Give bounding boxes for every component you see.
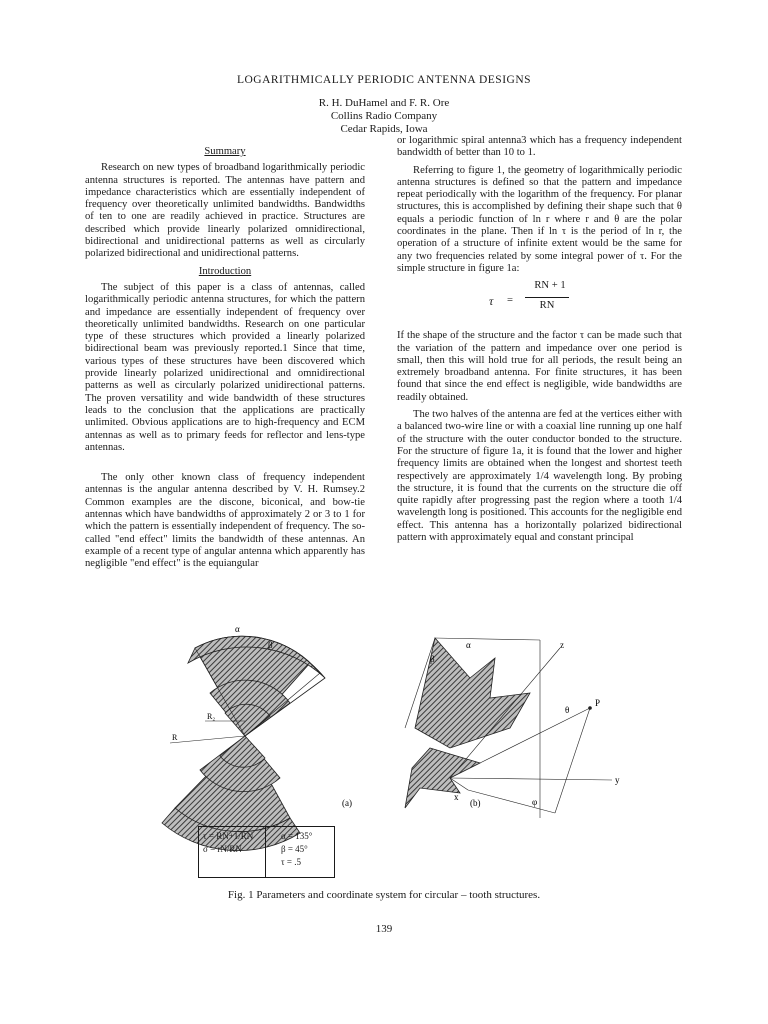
author-block <box>0 97 768 136</box>
beta-b-label: β <box>430 654 435 664</box>
R2-label: R₂ <box>207 712 216 721</box>
label-a: (a) <box>342 798 352 808</box>
right-paragraph-1: Referring to figure 1, the geometry of logarithmically periodic antenna structures is defined so that the pattern and impedance repeat periodically with the logarithm of the frequency. For planar structures, this is accomplished by defining their shape such that θ equals a periodic function of ln r where r and θ are the polar coordinates in the plane. Then if ln τ is the period of ln r, the operation of a structure of infinite extent would be the same for any two frequencies related by some integral power of τ. For the simple structure in figure 1a: <box>397 164 682 274</box>
left-column <box>85 146 365 576</box>
summary-heading: Summary <box>204 146 246 157</box>
summary-text: Research on new types of broadband logarithmically periodic antenna structures is reported. The antennas have pattern and impedance characteristics which are essentially independent of frequency over theoretically unlimited bandwidths. Bandwidths of ten to one are readily achieved in practice. Structures are described which provide linearly polarized omnidirectional, bidirectional and unidirectional patterns as well as circularly polarized bidirectional and unidirectional patterns. <box>85 162 365 260</box>
equation-numerator: RN + 1 <box>534 280 566 292</box>
alpha-label: α <box>235 624 240 634</box>
intro-paragraph-1: The subject of this paper is a class of antennas, called logarithmically periodic antenna structures, for which the pattern and impedance are essentially independent of frequency over theoretically unlimited bandwidths. Research on one particular type of these structures which provided a linearly polarized bidirectional beam was previously reported.1 Since that time, various types of these structures have been discovered which provide linearly polarized unidirectional and omnidirectional patterns as well as circularly polarized unidirectional patterns. The proven versatility and wide bandwidth of these structures leads to the conclusion that the applications are practically unlimited. Obvious applications are to high-frequency and ECM antennas as well as to primary feeds for reflector and lens-type antennas. <box>85 281 365 453</box>
theta-label: θ <box>565 705 570 715</box>
paper-title: LOGARITHMICALLY PERIODIC ANTENNA DESIGNS <box>236 74 532 86</box>
introduction-heading: Introduction <box>198 265 252 277</box>
sigma-formula: σ = rN/RN <box>203 844 242 854</box>
equation-denominator: RN <box>539 300 555 312</box>
point-p-label: P <box>595 698 601 708</box>
beta-label: β <box>268 640 273 650</box>
x-axis-label: x <box>454 792 459 802</box>
author-names: R. H. DuHamel and F. R. Ore <box>318 97 450 109</box>
tau-value: τ = .5 <box>281 857 301 867</box>
right-paragraph-3: The two halves of the antenna are fed at the vertices either with a balanced two-wire line or with a coaxial line running up one half of the structure with the outer conductor bonded to the structure. For the structure of figure 1a, it is found that the lower and higher frequency limits are obtained when the longest and shortest teeth respectively are approximately 1/4 wavelength long. By probing the structure, it is found that the currents on the structure die off quite rapidly after progressing past the region where a tooth 1/4 wavelength long is positioned. This accounts for the negligible end effect. This antenna has a horizontally polarized bidirectional pattern with approximately equal and constant principal <box>397 409 682 544</box>
y-axis-label: y <box>615 775 620 785</box>
intro-paragraph-2: The only other known class of frequency independent antennas is the angular antenna described by V. H. Rumsey.2 Common examples are the discone, biconical, and bow-tie antennas which have bandwidths of approximately 2 or 3 to 1 for which the pattern is essentially independent of frequency. The so-called "end effect" limits the bandwidth of these antennas. An example of a recent type of angular antenna which apparently has negligible "end effect" is the equiangular <box>85 472 365 570</box>
right-paragraph-0: or logarithmic spiral antenna3 which has a frequency independent bandwidth of better than 10 to 1. <box>397 135 682 159</box>
label-b: (b) <box>470 798 481 808</box>
equation-tau: τ <box>489 294 494 309</box>
parameter-box <box>198 826 335 878</box>
right-column <box>397 135 682 549</box>
z-axis-label: z <box>560 640 564 650</box>
right-paragraph-2: If the shape of the structure and the factor τ can be made such that the variation of the pattern and impedance over one period is small, then this will hold true for all periods, the result being an extremely broadband antenna. For finite structures, it has been found that since the end effect is negligible, wide bandwidths are readily obtained. <box>397 330 682 403</box>
equation-equals: = <box>507 295 513 307</box>
R1-label: R <box>172 733 178 742</box>
author-location: Cedar Rapids, Iowa <box>340 123 428 135</box>
coordinate-structure <box>405 638 620 818</box>
author-affiliation: Collins Radio Company <box>330 110 438 122</box>
fraction-bar <box>525 297 569 298</box>
alpha-value: α = 135° <box>281 831 313 841</box>
circular-tooth-structure <box>162 624 352 851</box>
param-divider <box>265 827 266 877</box>
alpha-b-label: α <box>466 640 471 650</box>
page-number: 139 <box>375 923 393 935</box>
param-formulas <box>203 830 263 856</box>
tau-formula: τ = RN+1/RN <box>203 831 254 841</box>
param-values <box>281 830 331 869</box>
beta-value: β = 45° <box>281 844 308 854</box>
figure-caption: Fig. 1 Parameters and coordinate system for circular – tooth structures. <box>227 889 541 901</box>
tau-equation <box>397 280 682 326</box>
phi-label: φ <box>532 797 538 807</box>
